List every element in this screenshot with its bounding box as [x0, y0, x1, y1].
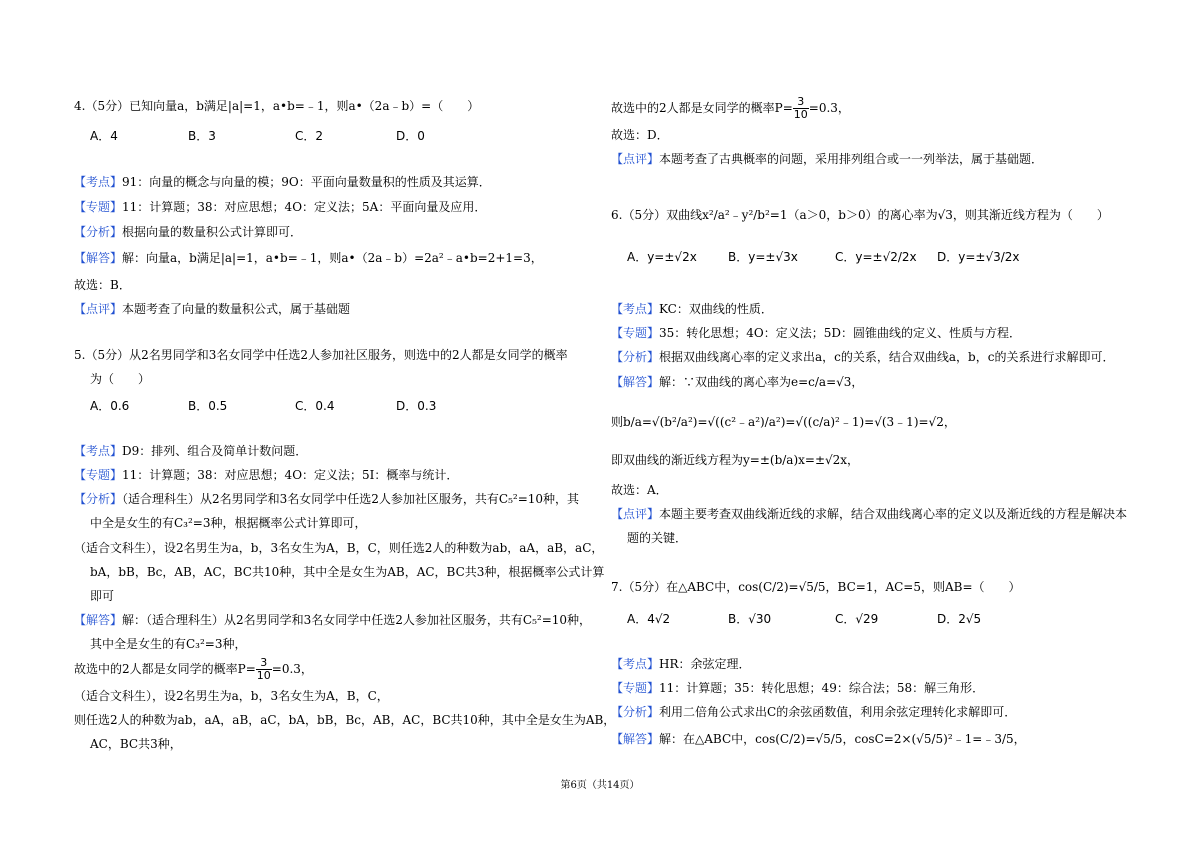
q6-option-a: A．y=±√2x: [627, 250, 697, 264]
q5-fenxi-line5: 即可: [90, 589, 115, 603]
fraction: $\frac{3}{10}$: [793, 95, 808, 121]
q4-zhuanti: 【专题】11：计算题；38：对应思想；4O：定义法；5A：平面向量及应用．: [74, 200, 487, 214]
q7-option-a: A．4√2: [627, 612, 671, 626]
q5-fenxi-line4: bA，bB，Bc，AB，AC，BC共10种，其中全是女生为AB，AC，BC共3种，根据概率公式计算: [90, 565, 605, 579]
q5-zhuanti: 【专题】11：计算题；38：对应思想；4O：定义法；5I：概率与统计．: [74, 468, 459, 482]
q5-option-a: A．0.6: [90, 399, 130, 413]
q5-option-b: B．0.5: [188, 399, 228, 413]
q6-option-d: D．y=±√3/2x: [937, 250, 1020, 264]
q4-dianping: 【点评】本题考查了向量的数量积公式，属于基础题: [74, 302, 351, 316]
q5-option-d: D．0.3: [396, 399, 437, 413]
q7-fenxi: 【分析】利用二倍角公式求出C的余弦函数值，利用余弦定理转化求解即可．: [611, 705, 1017, 719]
kaodian-tag: 【考点】: [74, 175, 123, 189]
q6-dianping-line2: 题的关键．: [627, 531, 688, 545]
q5-cont-line1: 故选中的2人都是女同学的概率P= $\frac{3}{10}$ =0.3，: [611, 95, 850, 121]
q7-option-d: D．2√5: [937, 612, 982, 626]
q5-fenxi-line1: 【分析】（适合理科生）从2名男同学和3名女同学中任选2人参加社区服务，共有C₅²=10种，其: [74, 492, 580, 506]
q7-option-c: C．√29: [835, 612, 879, 626]
q5-jieda-line6: AC，BC共3种，: [90, 737, 182, 751]
q6-jieda-line1: 【解答】解：∵双曲线的离心率为e=c/a=√3，: [611, 375, 864, 389]
q6-fenxi: 【分析】根据双曲线离心率的定义求出a，c的关系，结合双曲线a，b，c的关系进行求解即可．: [611, 350, 1115, 364]
q7-stem: 7.（5分）在△ABC中，cos(C/2)=√5/5，BC=1，AC=5，则AB=（ ）: [611, 580, 1021, 594]
q5-dianping: 【点评】本题考查了古典概率的问题，采用排列组合或一一列举法，属于基础题．: [611, 152, 1044, 166]
q5-jieda-line5: 则任选2人的种数为ab，aA，aB，aC，bA，bB，Bc，AB，AC，BC共10种，其中全是女生为AB，: [74, 713, 616, 727]
q6-zhuanti: 【专题】35：转化思想；4O：定义法；5D：圆锥曲线的定义、性质与方程．: [611, 326, 1022, 340]
q4-stem: 4.（5分）已知向量a，b满足|a|=1，a•b=﹣1，则a•（2a﹣b）=（ ）: [74, 99, 480, 113]
q4-option-d: D．0: [396, 129, 425, 143]
q5-answer: 故选：D．: [611, 128, 669, 142]
q6-jieda-line2: 则b/a=√(b²/a²)=√((c²﹣a²)/a²)=√((c/a)²﹣1)=√(3﹣1)=√2，: [611, 415, 956, 429]
q4-answer: 故选：B．: [74, 278, 131, 292]
q4-option-b: B．3: [188, 129, 216, 143]
q5-jieda-line3: 故选中的2人都是女同学的概率P= $\frac{3}{10}$ =0.3，: [74, 656, 313, 682]
q5-kaodian: 【考点】D9：排列、组合及简单计数问题．: [74, 444, 308, 458]
q5-fenxi-line3: （适合文科生），设2名男生为a，b，3名女生为A，B，C，则任选2人的种数为ab，aA，aB，aC，: [74, 541, 604, 555]
zhuanti-tag: 【专题】: [74, 200, 123, 214]
q5-option-c: C．0.4: [295, 399, 335, 413]
q6-option-c: C．y=±√2/2x: [835, 250, 917, 264]
fenxi-tag: 【分析】: [74, 225, 123, 239]
q6-kaodian: 【考点】KC：双曲线的性质．: [611, 302, 773, 316]
q5-fenxi-line2: 中全是女生的有C₃²=3种，根据概率公式计算即可，: [90, 516, 367, 530]
q7-zhuanti: 【专题】11：计算题；35：转化思想；49：综合法；58：解三角形．: [611, 681, 985, 695]
jieda-tag: 【解答】: [74, 251, 123, 265]
q6-stem: 6.（5分）双曲线x²/a²﹣y²/b²=1（a＞0，b＞0）的离心率为√3，则其渐近线方程为（ ）: [611, 208, 1109, 222]
q4-fenxi: 【分析】根据向量的数量积公式计算即可．: [74, 225, 303, 239]
q5-jieda-line1: 【解答】解：（适合理科生）从2名男同学和3名女同学中任选2人参加社区服务，共有C₅²=10种，: [74, 613, 592, 627]
q4-option-c: C．2: [295, 129, 324, 143]
q7-jieda: 【解答】解：在△ABC中，cos(C/2)=√5/5，cosC=2×(√5/5)²﹣1=﹣3/5，: [611, 732, 1026, 746]
q5-jieda-line4: （适合文科生），设2名男生为a，b，3名女生为A，B，C，: [74, 689, 389, 703]
q6-jieda-line3: 即双曲线的渐近线方程为y=±(b/a)x=±√2x，: [611, 453, 860, 467]
q4-option-a: A．4: [90, 129, 118, 143]
fraction: $\frac{3}{10}$: [256, 656, 271, 682]
q5-jieda-line2: 其中全是女生的有C₃²=3种，: [90, 637, 247, 651]
q7-kaodian: 【考点】HR：余弦定理．: [611, 657, 751, 671]
q4-jieda: 【解答】解：向量a，b满足|a|=1，a•b=﹣1，则a•（2a﹣b）=2a²﹣a•b=2+1=3，: [74, 251, 543, 265]
q5-stem-line1: 5.（5分）从2名男同学和3名女同学中任选2人参加社区服务，则选中的2人都是女同学的概率: [74, 348, 568, 362]
q6-option-b: B．y=±√3x: [728, 250, 798, 264]
q6-dianping-line1: 【点评】本题主要考查双曲线渐近线的求解，结合双曲线离心率的定义以及渐近线的方程是解决本: [611, 507, 1128, 521]
q7-option-b: B．√30: [728, 612, 772, 626]
dianping-tag: 【点评】: [74, 302, 123, 316]
q6-answer: 故选：A．: [611, 483, 668, 497]
q4-kaodian: 【考点】91：向量的概念与向量的模；9O：平面向量数量积的性质及其运算．: [74, 175, 491, 189]
page-footer: 第6页（共14页）: [560, 780, 640, 791]
q5-stem-line2: 为（ ）: [90, 372, 151, 386]
